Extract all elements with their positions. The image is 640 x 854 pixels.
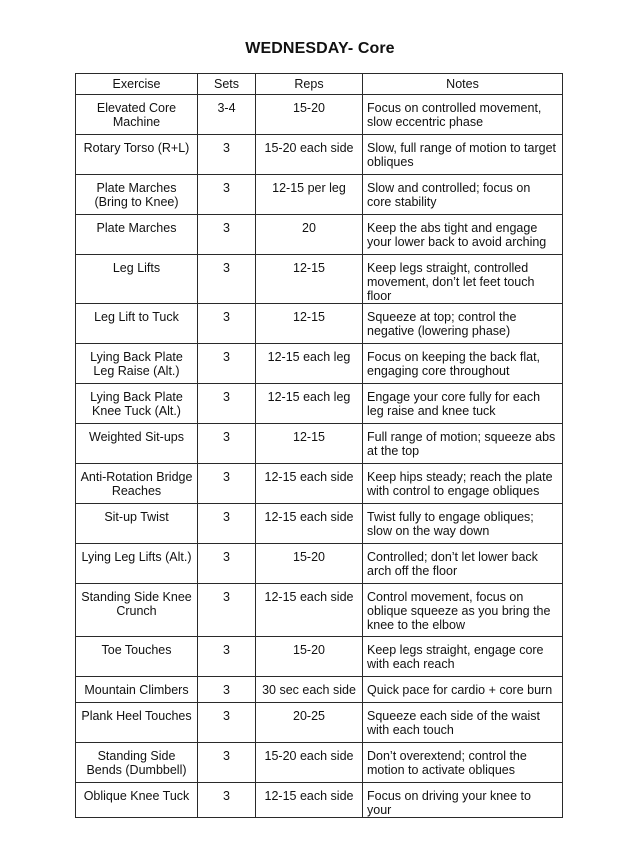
reps-cell: 15-20 each side — [256, 743, 363, 783]
table-body — [76, 95, 563, 818]
reps-cell: 12-15 each side — [256, 584, 363, 637]
exercise-cell: Sit-up Twist — [76, 504, 198, 544]
notes-cell: Squeeze each side of the waist with each touch — [363, 703, 563, 743]
header-reps: Reps — [256, 74, 363, 95]
header-sets: Sets — [198, 74, 256, 95]
notes-cell: Don’t overextend; control the motion to activate obliques — [363, 743, 563, 783]
table-row — [76, 215, 563, 255]
table-row — [76, 255, 563, 304]
exercise-cell: Plank Heel Touches — [76, 703, 198, 743]
reps-cell: 12-15 each side — [256, 464, 363, 504]
reps-cell: 12-15 each leg — [256, 384, 363, 424]
sets-cell: 3 — [198, 344, 256, 384]
table-row — [76, 783, 563, 818]
reps-cell: 12-15 — [256, 255, 363, 304]
exercise-cell: Standing Side Knee Crunch — [76, 584, 198, 637]
reps-cell: 15-20 each side — [256, 135, 363, 175]
notes-cell: Control movement, focus on oblique squeeze as you bring the knee to the elbow — [363, 584, 563, 637]
reps-cell: 15-20 — [256, 544, 363, 584]
table-row — [76, 135, 563, 175]
header-notes: Notes — [363, 74, 563, 95]
reps-cell: 12-15 per leg — [256, 175, 363, 215]
notes-cell: Focus on driving your knee to your — [363, 783, 563, 818]
reps-cell: 30 sec each side — [256, 677, 363, 703]
table-row — [76, 743, 563, 783]
exercise-cell: Leg Lift to Tuck — [76, 304, 198, 344]
table-row — [76, 175, 563, 215]
sets-cell: 3 — [198, 544, 256, 584]
table-row — [76, 703, 563, 743]
exercise-cell: Leg Lifts — [76, 255, 198, 304]
sets-cell: 3 — [198, 424, 256, 464]
table-row — [76, 584, 563, 637]
notes-cell: Keep the abs tight and engage your lower back to avoid arching — [363, 215, 563, 255]
reps-cell: 15-20 — [256, 637, 363, 677]
exercise-cell: Toe Touches — [76, 637, 198, 677]
reps-cell: 12-15 each leg — [256, 344, 363, 384]
notes-cell: Focus on keeping the back flat, engaging core throughout — [363, 344, 563, 384]
notes-cell: Keep legs straight, controlled movement, don’t let feet touch floor — [363, 255, 563, 304]
sets-cell: 3-4 — [198, 95, 256, 135]
exercise-cell: Rotary Torso (R+L) — [76, 135, 198, 175]
table-row — [76, 677, 563, 703]
exercise-cell: Plate Marches — [76, 215, 198, 255]
notes-cell: Slow and controlled; focus on core stability — [363, 175, 563, 215]
sets-cell: 3 — [198, 464, 256, 504]
sets-cell: 3 — [198, 783, 256, 818]
notes-cell: Twist fully to engage obliques; slow on the way down — [363, 504, 563, 544]
sets-cell: 3 — [198, 637, 256, 677]
sets-cell: 3 — [198, 175, 256, 215]
sets-cell: 3 — [198, 677, 256, 703]
table-row — [76, 424, 563, 464]
reps-cell: 12-15 each side — [256, 504, 363, 544]
notes-cell: Keep hips steady; reach the plate with control to engage obliques — [363, 464, 563, 504]
reps-cell: 20-25 — [256, 703, 363, 743]
sets-cell: 3 — [198, 504, 256, 544]
exercise-cell: Lying Back Plate Knee Tuck (Alt.) — [76, 384, 198, 424]
table-row — [76, 637, 563, 677]
reps-cell: 12-15 — [256, 424, 363, 464]
exercise-cell: Lying Back Plate Leg Raise (Alt.) — [76, 344, 198, 384]
header-exercise: Exercise — [76, 74, 198, 95]
exercise-cell: Anti-Rotation Bridge Reaches — [76, 464, 198, 504]
exercise-cell: Elevated Core Machine — [76, 95, 198, 135]
sets-cell: 3 — [198, 384, 256, 424]
page-title: WEDNESDAY- Core — [245, 40, 395, 57]
sets-cell: 3 — [198, 135, 256, 175]
notes-cell: Quick pace for cardio + core burn — [363, 677, 563, 703]
table-header-row — [76, 74, 563, 95]
notes-cell: Focus on controlled movement, slow eccentric phase — [363, 95, 563, 135]
table-row — [76, 504, 563, 544]
notes-cell: Slow, full range of motion to target obliques — [363, 135, 563, 175]
exercise-cell: Lying Leg Lifts (Alt.) — [76, 544, 198, 584]
reps-cell: 20 — [256, 215, 363, 255]
sets-cell: 3 — [198, 584, 256, 637]
reps-cell: 15-20 — [256, 95, 363, 135]
sets-cell: 3 — [198, 215, 256, 255]
notes-cell: Controlled; don’t let lower back arch off the floor — [363, 544, 563, 584]
table-row — [76, 304, 563, 344]
sets-cell: 3 — [198, 304, 256, 344]
table-row — [76, 344, 563, 384]
reps-cell: 12-15 each side — [256, 783, 363, 818]
reps-cell: 12-15 — [256, 304, 363, 344]
exercise-cell: Plate Marches (Bring to Knee) — [76, 175, 198, 215]
notes-cell: Full range of motion; squeeze abs at the top — [363, 424, 563, 464]
exercise-cell: Oblique Knee Tuck — [76, 783, 198, 818]
notes-cell: Squeeze at top; control the negative (lowering phase) — [363, 304, 563, 344]
notes-cell: Keep legs straight, engage core with each reach — [363, 637, 563, 677]
table-row — [76, 544, 563, 584]
table-row — [76, 464, 563, 504]
exercise-cell: Standing Side Bends (Dumbbell) — [76, 743, 198, 783]
exercise-cell: Weighted Sit-ups — [76, 424, 198, 464]
table-row — [76, 95, 563, 135]
sets-cell: 3 — [198, 743, 256, 783]
notes-cell: Engage your core fully for each leg raise and knee tuck — [363, 384, 563, 424]
sets-cell: 3 — [198, 703, 256, 743]
sets-cell: 3 — [198, 255, 256, 304]
exercise-cell: Mountain Climbers — [76, 677, 198, 703]
table-row — [76, 384, 563, 424]
workout-table — [75, 73, 563, 818]
